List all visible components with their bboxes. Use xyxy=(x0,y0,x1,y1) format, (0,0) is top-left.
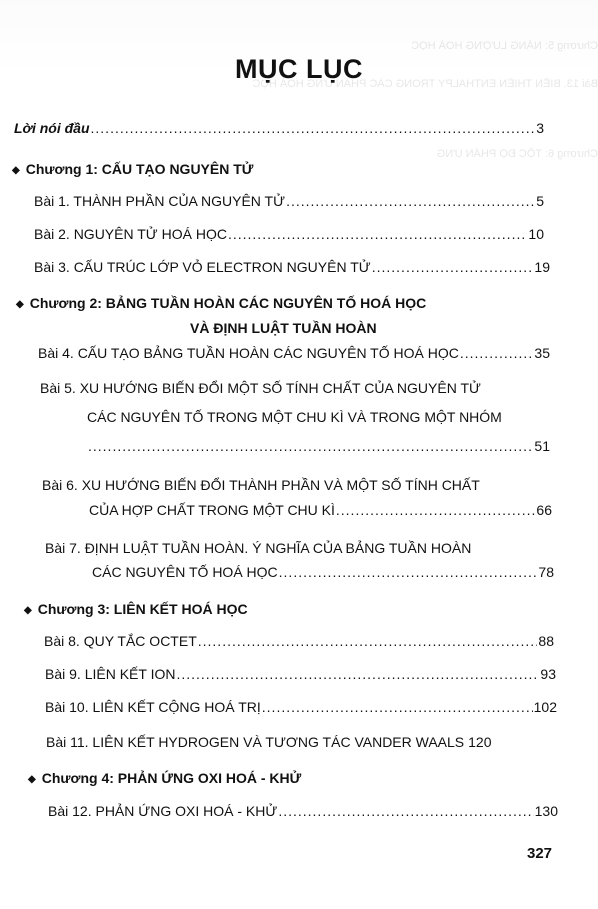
toc-entry-page: 93 xyxy=(540,666,556,682)
dot-leader xyxy=(372,259,534,275)
toc-entry[interactable] xyxy=(89,502,552,518)
toc-entry-page: 5 xyxy=(536,193,544,209)
toc-entry-preface[interactable] xyxy=(14,120,544,136)
toc-entry[interactable] xyxy=(87,438,550,454)
toc-entry-label: Bài 11. LIÊN KẾT HYDROGEN VÀ TƯƠNG TÁC VANDER WAALS xyxy=(46,734,465,750)
toc-entry[interactable] xyxy=(38,345,550,361)
toc-entry-page: 78 xyxy=(538,564,554,580)
toc-entry-page: 66 xyxy=(536,502,552,518)
toc-entry-page: 102 xyxy=(533,699,557,715)
toc-entry-page: 51 xyxy=(534,438,550,454)
diamond-bullet-icon: ◆ xyxy=(24,605,32,616)
show-through-line: Chương 5: NĂNG LƯỢNG HOÁ HỌC xyxy=(411,40,598,52)
dot-leader xyxy=(278,803,533,819)
toc-entry-label-continued: CÁC NGUYÊN TỐ TRONG MỘT CHU KÌ VÀ TRONG MỘT NHÓM xyxy=(87,409,502,425)
dot-leader xyxy=(91,120,536,136)
toc-entry-label[interactable]: Bài 7. ĐỊNH LUẬT TUẦN HOÀN. Ý NGHĨA CỦA BẢNG TUẦN HOÀN xyxy=(45,540,472,556)
toc-entry-label: Bài 4. CẤU TẠO BẢNG TUẦN HOÀN CÁC NGUYÊN TỐ HOÁ HỌC xyxy=(38,345,459,361)
chapter-heading[interactable] xyxy=(24,601,248,617)
toc-entry-label[interactable]: Bài 5. XU HƯỚNG BIẾN ĐỔI MỘT SỐ TÍNH CHẤT CỦA NGUYÊN TỬ xyxy=(40,380,481,396)
toc-entry-label[interactable]: Bài 6. XU HƯỚNG BIẾN ĐỔI THÀNH PHẦN VÀ MỘT SỐ TÍNH CHẤT xyxy=(42,477,480,493)
toc-entry-label-continued: CÁC NGUYÊN TỐ HOÁ HỌC xyxy=(92,564,278,580)
page-number: 327 xyxy=(527,845,553,862)
chapter-title: Chương 3: LIÊN KẾT HOÁ HỌC xyxy=(37,601,248,617)
dot-leader xyxy=(176,666,539,682)
chapter-title-line2: VÀ ĐỊNH LUẬT TUẦN HOÀN xyxy=(190,320,377,336)
dot-leader xyxy=(228,226,527,242)
show-through-line: Bài 13. BIẾN THIÊN ENTHALPY TRONG CÁC PHẢN ỨNG HOÁ HỌC xyxy=(252,78,598,90)
page-title: MỤC LỤC xyxy=(235,54,363,84)
toc-entry-label: Bài 10. LIÊN KẾT CỘNG HOÁ TRỊ xyxy=(45,699,261,715)
dot-leader xyxy=(460,345,534,361)
toc-entry-label: Lời nói đầu xyxy=(14,120,90,136)
dot-leader xyxy=(88,438,533,454)
toc-entry[interactable] xyxy=(46,734,561,750)
dot-leader xyxy=(198,633,538,649)
toc-entry-label: Bài 12. PHẢN ỨNG OXI HOÁ - KHỬ xyxy=(48,803,278,819)
chapter-title: Chương 4: PHẢN ỨNG OXI HOÁ - KHỬ xyxy=(41,770,302,786)
toc-entry-label: Bài 8. QUY TẮC OCTET xyxy=(44,633,197,649)
diamond-bullet-icon: ◆ xyxy=(28,774,36,785)
diamond-bullet-icon: ◆ xyxy=(12,165,20,176)
dot-leader xyxy=(286,193,535,209)
toc-entry-page: 10 xyxy=(528,226,544,242)
toc-entry-page: 120 xyxy=(468,734,492,750)
chapter-title: Chương 1: CẤU TẠO NGUYÊN TỬ xyxy=(25,161,254,177)
toc-entry[interactable] xyxy=(34,259,550,275)
toc-entry-label: Bài 9. LIÊN KẾT ION xyxy=(45,666,176,682)
chapter-heading[interactable] xyxy=(12,161,253,177)
diamond-bullet-icon: ◆ xyxy=(16,299,24,310)
toc-entry[interactable] xyxy=(45,699,557,715)
chapter-title: Chương 2: BẢNG TUẦN HOÀN CÁC NGUYÊN TỐ HOÁ HỌC xyxy=(29,295,427,311)
show-through-line: Chương 6: TỐC ĐỘ PHẢN ỨNG xyxy=(436,148,598,160)
dot-leader xyxy=(279,564,538,580)
toc-entry[interactable] xyxy=(34,226,544,242)
toc-entry-label: Bài 1. THÀNH PHẦN CỦA NGUYÊN TỬ xyxy=(34,193,286,209)
chapter-heading[interactable] xyxy=(28,770,301,786)
toc-entry-label: Bài 2. NGUYÊN TỬ HOÁ HỌC xyxy=(34,226,227,242)
toc-entry[interactable] xyxy=(34,193,544,209)
toc-entry-page: 130 xyxy=(534,803,558,819)
dot-leader xyxy=(336,502,536,518)
toc-entry-page: 88 xyxy=(538,633,554,649)
toc-entry-label: Bài 3. CẤU TRÚC LỚP VỎ ELECTRON NGUYÊN TỬ xyxy=(34,259,371,275)
toc-entry-page: 3 xyxy=(536,120,544,136)
chapter-heading[interactable] xyxy=(16,295,426,311)
toc-entry[interactable] xyxy=(44,633,554,649)
toc-entry[interactable] xyxy=(92,564,554,580)
toc-entry-page: 35 xyxy=(534,345,550,361)
toc-entry-label-continued: CỦA HỢP CHẤT TRONG MỘT CHU KÌ xyxy=(89,502,335,518)
toc-entry[interactable] xyxy=(45,666,556,682)
toc-entry[interactable] xyxy=(48,803,558,819)
dot-leader xyxy=(262,699,533,715)
toc-entry-page: 19 xyxy=(534,259,550,275)
